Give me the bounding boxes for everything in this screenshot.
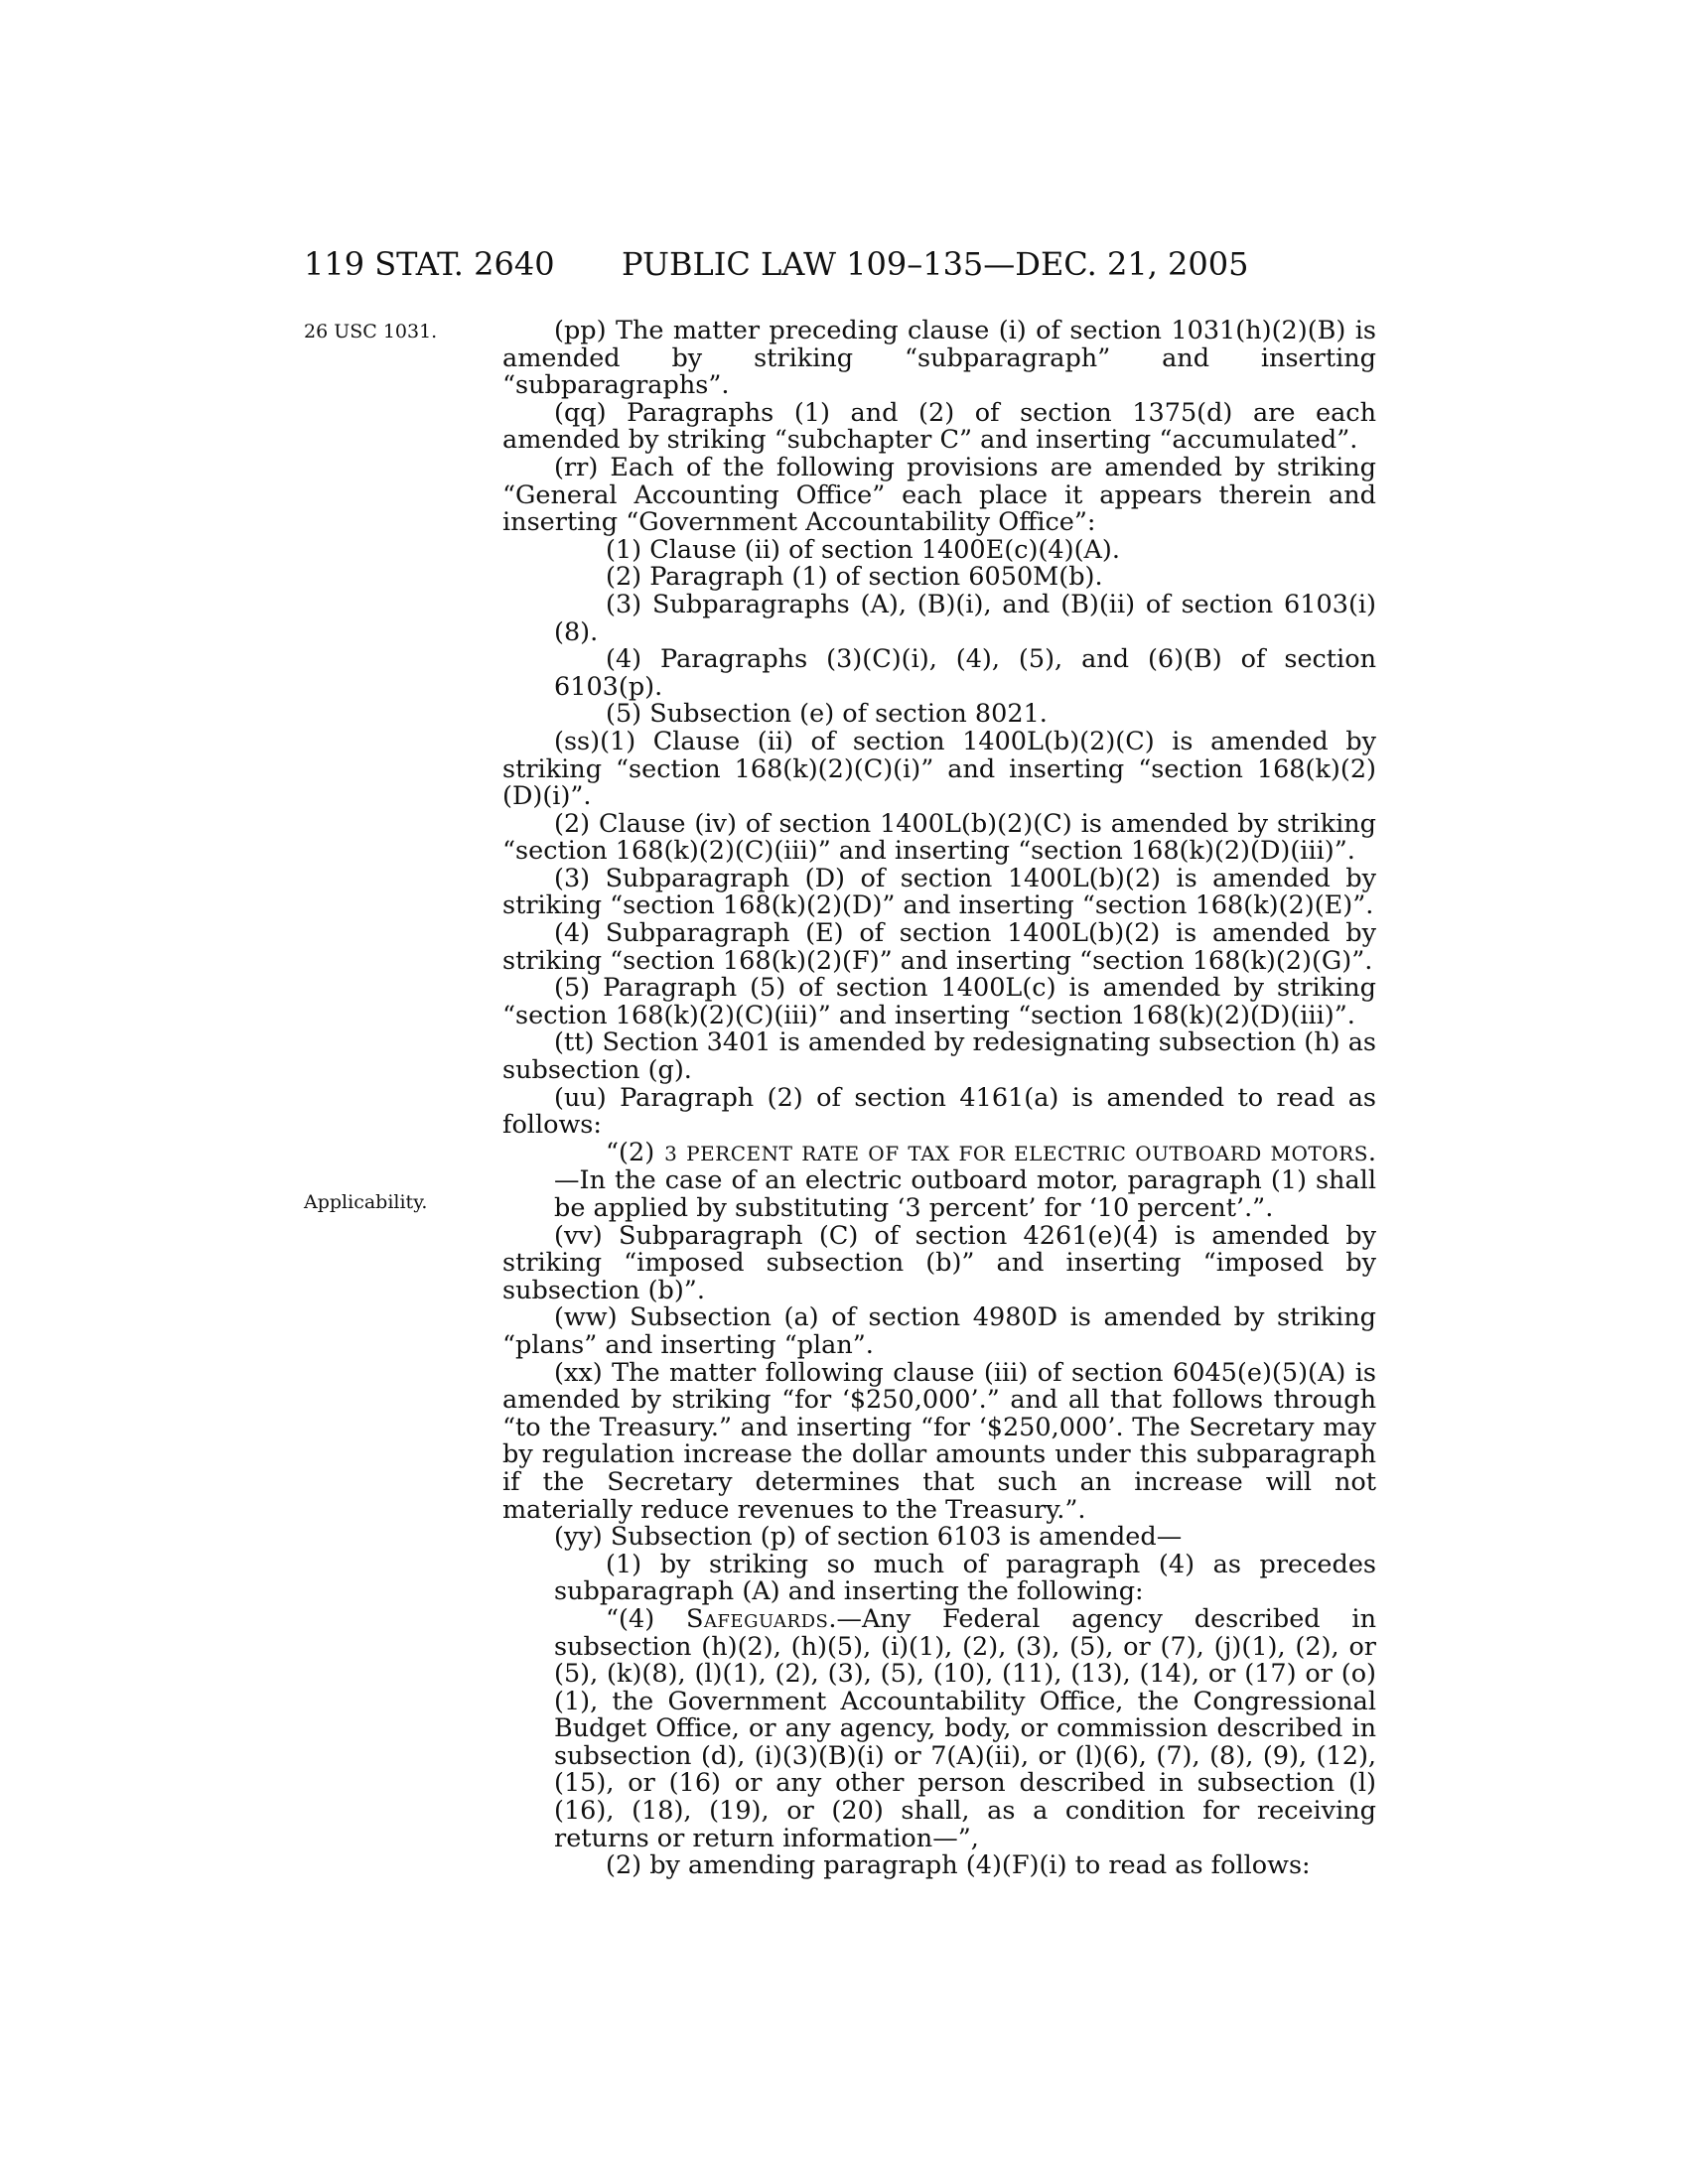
quote-heading: 3 PERCENT RATE OF TAX FOR ELECTRIC OUTBOARD MOTORS <box>664 1141 1368 1165</box>
paragraph-yy: (yy) Subsection (p) of section 6103 is amended— <box>554 1522 1183 1553</box>
quoted-paragraph-uu <box>502 1137 1377 1223</box>
running-header <box>304 242 1249 286</box>
paragraph-rr-1: (1) Clause (ii) of section 1400E(c)(4)(A). <box>606 534 1120 565</box>
quoted-paragraph-yy <box>502 1603 1376 1853</box>
paragraph-yy-2: (2) by amending paragraph (4)(F)(i) to read as follows: <box>606 1850 1311 1881</box>
quote-heading: Safeguards <box>685 1603 829 1634</box>
public-law-title: PUBLIC LAW 109–135—DEC. 21, 2005 <box>622 245 1249 283</box>
paragraph-ss-4: (4) Subparagraph (E) of section 1400L(b)(2) is amended by striking “section 168(k)(2)(F)” and inserting “section 168(k)(2)(G)”. <box>502 918 1376 976</box>
paragraph-pp: (pp) The matter preceding clause (i) of section 1031(h)(2)(B) is amended by striking “subparagraph” and inserting “subparagraphs”. <box>502 316 1376 401</box>
paragraph-vv: (vv) Subparagraph (C) of section 4261(e)(4) is amended by striking “imposed subsection (b)” and inserting “imposed by subsection (b)”. <box>502 1220 1376 1305</box>
paragraph-rr-3: (3) Subparagraphs (A), (B)(i), and (B)(ii) of section 6103(i)(8). <box>554 589 1376 647</box>
paragraph-ss-2: (2) Clause (iv) of section 1400L(b)(2)(C) is amended by striking “section 168(k)(2)(C)(iii)” and inserting “section 168(k)(2)(D)(iii)”. <box>502 808 1376 867</box>
paragraph-ss-5: (5) Paragraph (5) of section 1400L(c) is amended by striking “section 168(k)(2)(C)(iii)” and inserting “section 168(k)(2)(D)(iii)”. <box>502 973 1376 1030</box>
stat-page-reference: 119 STAT. 2640 <box>304 245 555 283</box>
paragraph-rr: (rr) Each of the following provisions are amended by striking “General Accounting Office” each place it appears therein and inserting “Government Accountability Office”: <box>502 452 1376 538</box>
paragraph-tt: (tt) Section 3401 is amended by redesignating subsection (h) as subsection (g). <box>502 1027 1376 1086</box>
paragraph-qq: (qq) Paragraphs (1) and (2) of section 1375(d) are each amended by striking “subchapter C” and inserting “accumulated”. <box>502 397 1376 456</box>
paragraph-xx: (xx) The matter following clause (iii) of section 6045(e)(5)(A) is amended by striking “for ‘$250,000’.” and all that follows through “to the Treasury.” and inserting “for ‘$250,000’. The Secretary may by regulation increase the dollar amounts under this subparagraph if the Secretary determines that such an increase will not materially reduce revenues to the Treasury.”. <box>502 1357 1376 1525</box>
paragraph-ss-3: (3) Subparagraph (D) of section 1400L(b)(2) is amended by striking “section 168(k)(2)(D)” and inserting “section 168(k)(2)(E)”. <box>502 863 1376 921</box>
paragraph-ww: (ww) Subsection (a) of section 4980D is amended by striking “plans” and inserting “plan”. <box>502 1302 1376 1360</box>
quote-text: .—In the case of an electric outboard motor, paragraph (1) shall be applied by substituting ‘3 percent’ for ‘10 percent’.”. <box>554 1137 1377 1223</box>
quote-lead: “(2) <box>606 1137 665 1167</box>
quote-lead: “(4) <box>606 1603 686 1634</box>
paragraph-yy-1: (1) by striking so much of paragraph (4) as precedes subparagraph (A) and inserting the following: <box>554 1549 1376 1607</box>
paragraph-uu: (uu) Paragraph (2) of section 4161(a) is amended to read as follows: <box>502 1082 1376 1141</box>
paragraph-rr-5: (5) Subsection (e) of section 8021. <box>606 699 1048 730</box>
quote-text: .—Any Federal agency described in subsection (h)(2), (h)(5), (i)(1), (2), (3), (5), or (7), (j)(1), (2), or (5), (k)(8), (l)(1), (2), (3), (5), (10), (11), (13), (14), or (17) or (o)(1), the Government Accountability Office, the Congressional Budget Office, or any agency, body, or commission described in subsection (d), (i)(3)(B)(i) or 7(A)(ii), or (l)(6), (7), (8), (9), (12), (15), or (16) or any other person described in subsection (l)(16), (18), (19), or (20) shall, as a condition for receiving returns or return information—”, <box>554 1603 1376 1853</box>
document-body <box>502 318 1376 1880</box>
margin-note-usc: 26 USC 1031. <box>304 321 438 342</box>
paragraph-rr-4: (4) Paragraphs (3)(C)(i), (4), (5), and (6)(B) of section 6103(p). <box>554 644 1376 702</box>
margin-note-applicability: Applicability. <box>304 1191 428 1213</box>
paragraph-rr-2: (2) Paragraph (1) of section 6050M(b). <box>606 562 1103 593</box>
paragraph-ss-1: (ss)(1) Clause (ii) of section 1400L(b)(2)(C) is amended by striking “section 168(k)(2)(C)(i)” and inserting “section 168(k)(2)(D)(i)”. <box>502 726 1376 812</box>
